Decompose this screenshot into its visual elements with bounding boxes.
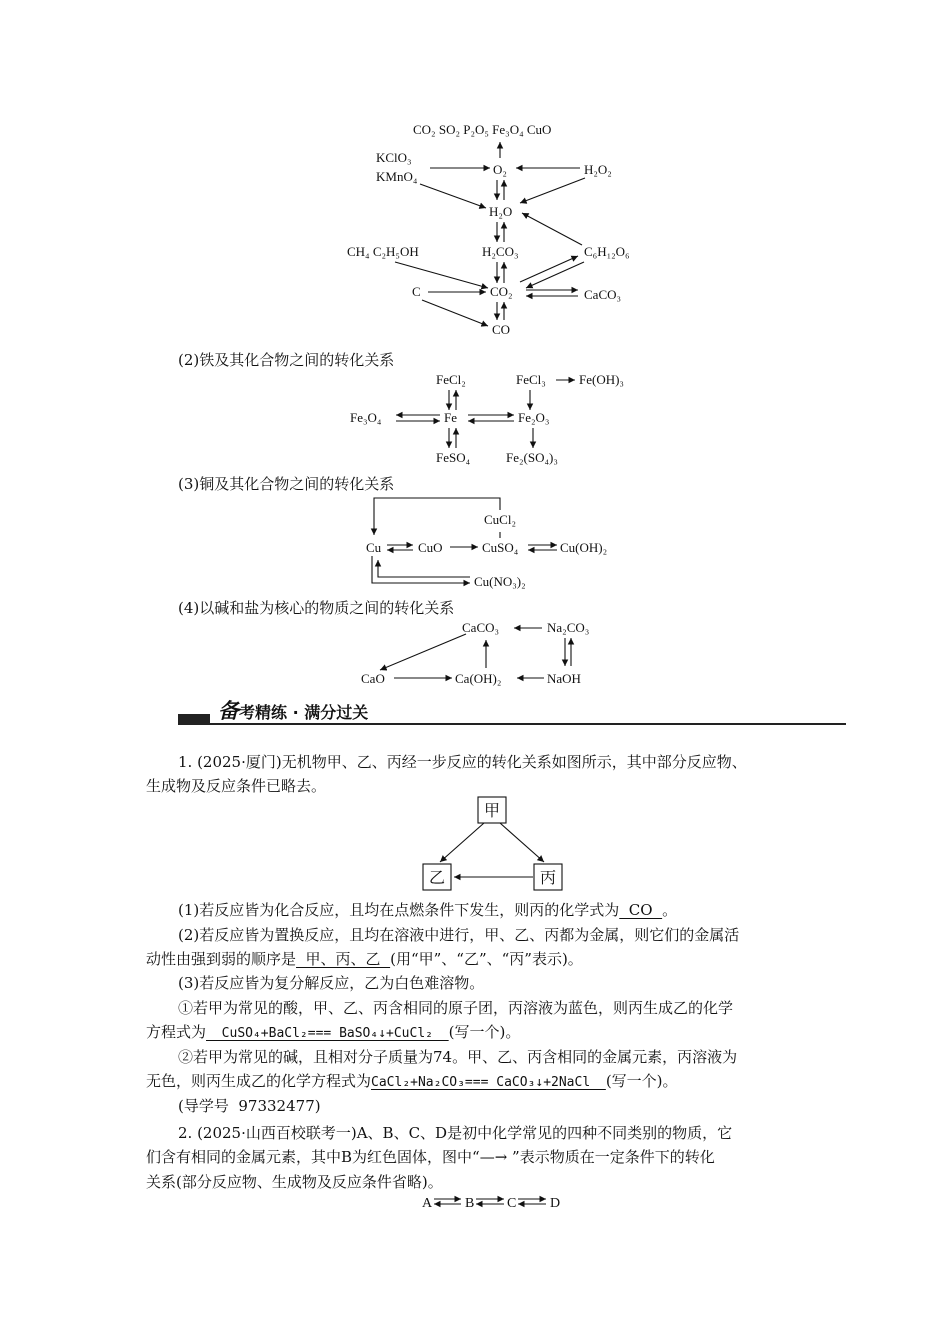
q1-p3b-pre: 无色，则丙生成乙的化学方程式为 [146,1072,372,1090]
q1-p3a-pre: 方程式为 [146,1023,207,1041]
node-c: C [412,284,421,299]
section2-title: (2)铁及其化合物之间的转化关系 [178,351,395,369]
node-kclo3: KClO₃ [376,150,412,165]
node-fe3o4: Fe₃O₄ [350,410,382,425]
node-o2: O₂ [493,162,507,177]
q2-line3: 关系(部分反应物、生成物及反应条件省略)。 [146,1173,443,1191]
q1-p3b-post: (写一个)。 [605,1072,678,1090]
q1-p1-answer: CO [619,901,663,919]
node-oxides: CO₂ SO₂ P₂O₅ Fe₃O₄ CuO [413,122,552,137]
q1-guide-number: (导学号 97332477) [178,1097,321,1115]
box-yi: 乙 [429,870,446,887]
iron-diagram [340,368,660,473]
node-caoh2: Ca(OH)₂ [455,671,502,686]
box-jia: 甲 [484,803,501,820]
q1-p2-answer: 甲、丙、乙 [296,950,391,968]
node-cuo: CuO [418,540,443,555]
oxygen-carbon-diagram [330,115,660,345]
node-co: CO [492,322,511,337]
section4-title: (4)以碱和盐为核心的物质之间的转化关系 [178,599,455,617]
node-h2co3: H₂CO₃ [482,244,519,259]
chain-a: A [422,1196,433,1211]
header-title [218,700,368,724]
q1-p2-line2 [146,949,583,969]
node-co2: CO₂ [490,284,513,299]
node-fe2so43: Fe₂(SO₄)₃ [506,450,558,465]
node-cu: Cu [366,540,382,555]
q1-p1-pre: (1)若反应皆为化合反应，且均在点燃条件下发生，则丙的化学式为 [178,901,620,919]
chain-d: D [550,1196,561,1211]
q2-line2: 们含有相同的金属元素，其中B为红色固体，图中“—→ ”表示物质在一定条件下的转化 [146,1148,715,1166]
node-cuso4: CuSO₄ [482,540,519,555]
node-fe2o3: Fe₂O₃ [518,410,550,425]
section3-title: (3)铜及其化合物之间的转化关系 [178,475,395,493]
q2-line1: 2. (2025·山西百校联考一)A、B、C、D是初中化学常见的四种不同类别的物质，它 [178,1124,733,1142]
q1-p2-post: (用“甲”、“乙”、“丙”表示)。 [390,950,583,968]
q1-intro-line1: 1. (2025·厦门)无机物甲、乙、丙经一步反应的转化关系如图所示，其中部分反应物、 [178,753,747,771]
chain-b: B [465,1196,475,1211]
base-salt-diagram [355,616,605,691]
q2-chain-diagram [418,1190,568,1214]
q1-p2-line1: (2)若反应皆为置换反应，且均在溶液中进行，甲、乙、丙都为金属，则它们的金属活 [178,926,740,944]
node-caco3-2: CaCO₃ [462,620,500,635]
q1-triangle-diagram [418,793,568,893]
q1-p3b-line2 [146,1071,678,1093]
q1-p2-pre: 动性由强到弱的顺序是 [146,950,297,968]
node-cuoh2: Cu(OH)₂ [560,540,608,555]
node-c6h12o6: C₆H₁₂O₆ [584,244,630,259]
q1-intro-line2: 生成物及反应条件已略去。 [146,777,327,795]
q1-p3a-line1: ①若甲为常见的酸，甲、乙、丙含相同的原子团，丙溶液为蓝色，则丙生成乙的化学 [178,999,734,1017]
q1-p3b-answer: CaCl₂+Na₂CO₃=== CaCO₃↓+2NaCl [371,1075,606,1090]
q1-p1-post: 。 [662,901,678,919]
header-text: 考精练 · 满分过关 [239,703,369,722]
node-na2co3: Na₂CO₃ [547,620,590,635]
node-kmno4: KMnO₄ [376,169,418,184]
node-cuno32: Cu(NO₃)₂ [474,574,526,589]
node-naoh: NaOH [547,671,581,686]
node-feso4: FeSO₄ [436,450,471,465]
q1-p1 [178,900,677,920]
node-fe: Fe [444,410,457,425]
header-glyph: 备 [218,699,239,723]
q1-p3: (3)若反应皆为复分解反应，乙为白色难溶物。 [178,974,485,992]
node-h2o: H₂O [489,204,513,219]
node-fecl2: FeCl₂ [436,372,466,387]
q1-p3a-line2 [146,1022,520,1044]
q1-p3b-line1: ②若甲为常见的碱，且相对分子质量为74。甲、乙、丙含相同的金属元素，丙溶液为 [178,1048,738,1066]
node-cucl2: CuCl₂ [484,512,516,527]
chain-c: C [507,1196,517,1211]
node-ch4: CH₄ C₂H₅OH [347,244,419,259]
box-bing: 丙 [540,870,557,887]
node-caco3: CaCO₃ [584,287,622,302]
node-feoh3: Fe(OH)₃ [579,372,624,387]
node-fecl3: FeCl₃ [516,372,546,387]
copper-diagram [360,492,640,592]
q1-p3a-answer: CuSO₄+BaCl₂=== BaSO₄↓+CuCl₂ [206,1026,449,1041]
q1-p3a-post: (写一个)。 [448,1023,521,1041]
node-cao: CaO [361,671,385,686]
node-h2o2: H₂O₂ [584,162,612,177]
